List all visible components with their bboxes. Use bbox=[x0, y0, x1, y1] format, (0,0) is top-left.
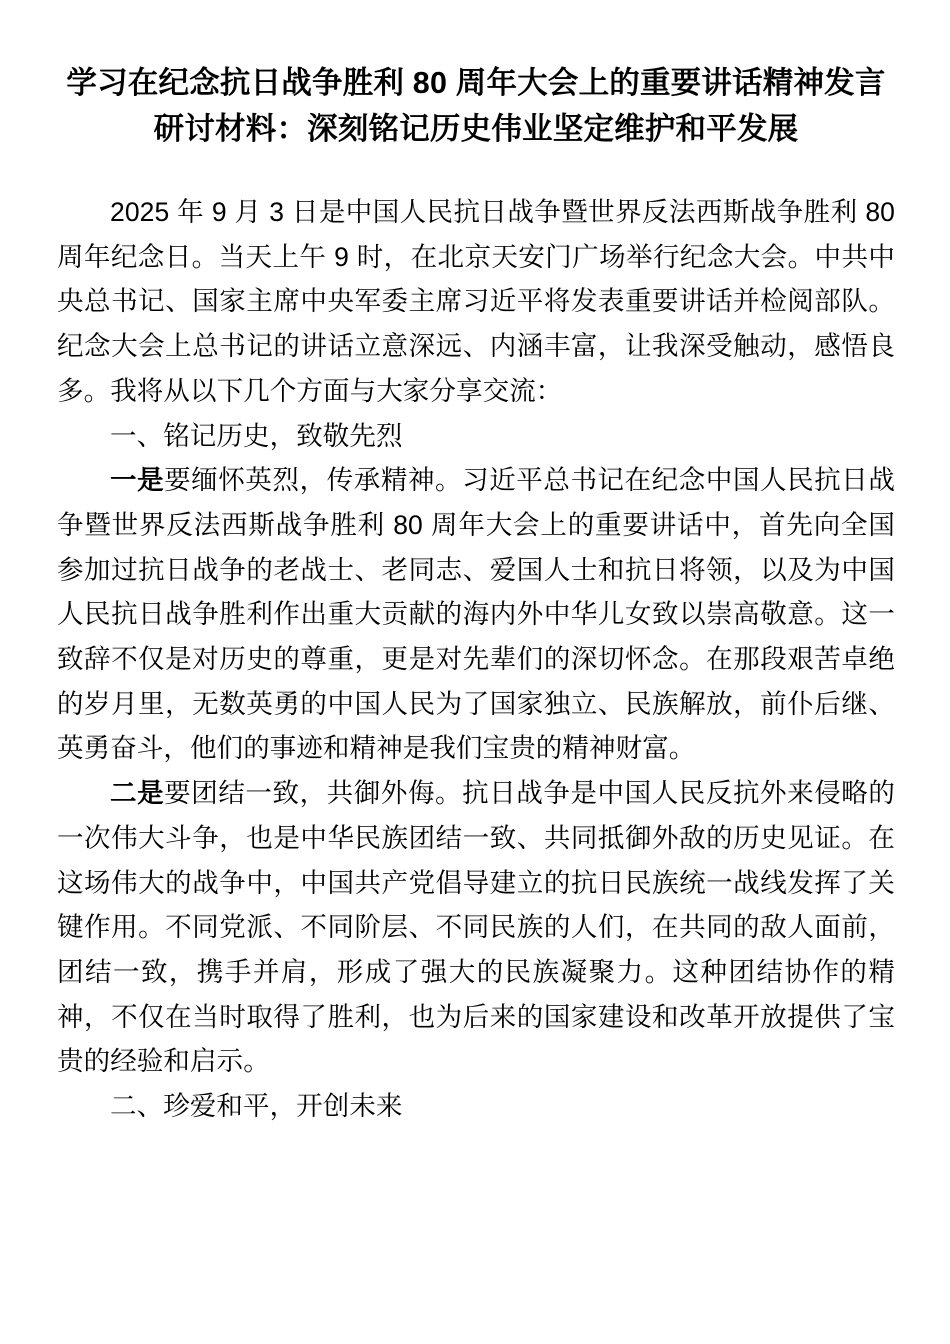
document-title: 学习在纪念抗日战争胜利 80 周年大会上的重要讲话精神发言研讨材料：深刻铭记历史伟业坚定维护和平发展 bbox=[66, 66, 886, 146]
paragraph-text: 2025 年 9 月 3 日是中国人民抗日战争暨世界反法西斯战争胜利 80 周年纪念日。当天上午 9 时，在北京天安门广场举行纪念大会。中共中央总书记、国家主席中央军委主席习近平将发表重要讲话并检阅部队。纪念大会上总书记的讲话立意深远、内涵丰富，让我深受触动，感悟良多。我将从以下几个方面与大家分享交流： bbox=[57, 197, 895, 406]
paragraph-text: 要团结一致，共御外侮。抗日战争是中国人民反抗外来侵略的一次伟大斗争，也是中华民族团结一致、共同抵御外敌的历史见证。在这场伟大的战争中，中国共产党倡导建立的抗日民族统一战线发挥了关键作用。不同党派、不同阶层、不同民族的人们，在共同的敌人面前，团结一致，携手并肩，形成了强大的民族凝聚力。这种团结协作的精神，不仅在当时取得了胜利，也为后来的国家建设和改革开放提供了宝贵的经验和启示。 bbox=[57, 778, 895, 1077]
paragraph-lead: 一是 bbox=[110, 465, 165, 496]
paragraph-lead: 二是 bbox=[110, 778, 165, 809]
document-body bbox=[57, 0, 895, 1129]
section-heading-text: 二、珍爱和平，开创未来 bbox=[110, 1091, 403, 1122]
paragraph-point-1 bbox=[57, 458, 895, 771]
section-heading-1 bbox=[57, 414, 895, 459]
paragraph-intro bbox=[57, 190, 895, 414]
section-heading-2 bbox=[57, 1084, 895, 1129]
paragraph-text: 要缅怀英烈，传承精神。习近平总书记在纪念中国人民抗日战争暨世界反法西斯战争胜利 80 周年大会上的重要讲话中，首先向全国参加过抗日战争的老战士、老同志、爱国人士和抗日将领，以及为中国人民抗日战争胜利作出重大贡献的海内外中华儿女致以崇高敬意。这一致辞不仅是对历史的尊重，更是对先辈们的深切怀念。在那段艰苦卓绝的岁月里，无数英勇的中国人民为了国家独立、民族解放，前仆后继、英勇奋斗，他们的事迹和精神是我们宝贵的精神财富。 bbox=[57, 465, 895, 764]
paragraph-point-2 bbox=[57, 771, 895, 1084]
section-heading-text: 一、铭记历史，致敬先烈 bbox=[110, 420, 403, 451]
